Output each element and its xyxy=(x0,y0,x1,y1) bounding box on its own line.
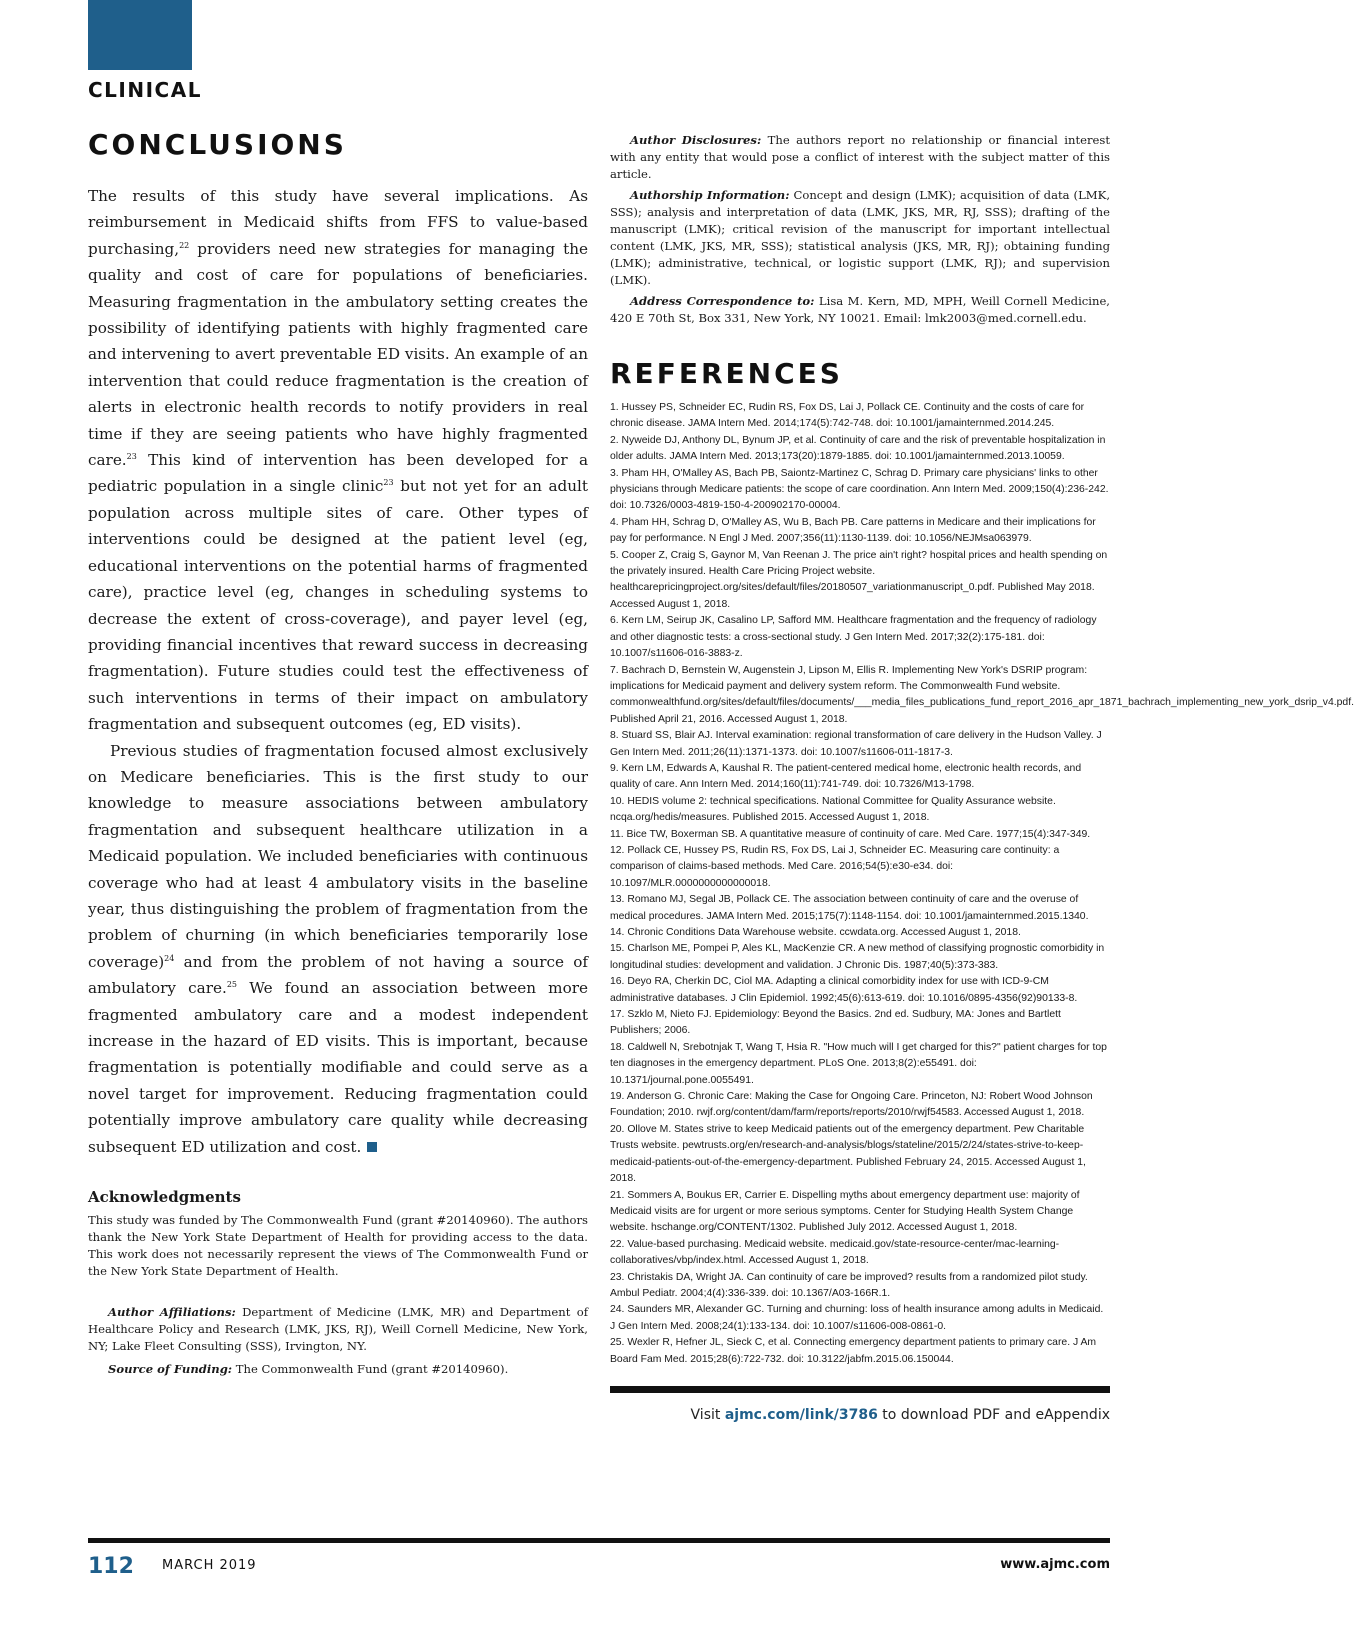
acknowledgments-heading: Acknowledgments xyxy=(88,1188,241,1207)
reference-item: 13. Romano MJ, Segal JB, Pollack CE. The association between continuity of care and the overuse of medical procedures. JAMA Intern Med. 2015;175(7):1148-1154. doi: 10.1001/jamainternmed.2015.1340. xyxy=(610,894,1089,922)
reference-item: 22. Value-based purchasing. Medicaid website. medicaid.gov/state-resource-center/mac-learning-collaboratives/vbp/index.html. Accessed August 1, 2018. xyxy=(610,1238,1060,1267)
journal-url[interactable]: www.ajmc.com xyxy=(1000,1557,1110,1572)
issue-date: MARCH 2019 xyxy=(162,1558,257,1573)
conclusions-paragraph-2 xyxy=(88,738,588,1161)
reference-item: 3. Pham HH, O'Malley AS, Bach PB, Saiontz-Martinez C, Schrag D. Primary care physicians' links to other physicians through Medicare patients: the scope of care coordination. Ann Intern Med. 2009;150(4):236-242. doi: 10.7326/0003-4819-150-4-200902170-00004. xyxy=(610,467,1109,512)
acknowledgments-text: This study was funded by The Commonwealth Fund (grant #20140960). The authors thank the New York State Department of Health for providing access to the data. This work does not necessarily represent the views of The Commonwealth Fund or the New York State Department of Health. xyxy=(88,1213,588,1279)
section-label: CLINICAL xyxy=(88,78,202,102)
reference-item: 17. Szklo M, Nieto FJ. Epidemiology: Beyond the Basics. 2nd ed. Sudbury, MA: Jones and Bartlett Publishers; 2006. xyxy=(610,1009,1061,1037)
reference-list xyxy=(610,400,1354,1368)
reference-item: 23. Christakis DA, Wright JA. Can continuity of care be improved? results from a randomized pilot study. Ambul Pediatr. 2004;4(4):336-339. doi: 10.1367/A03-166R.1. xyxy=(610,1271,1088,1299)
author-affiliations xyxy=(88,1304,588,1355)
disclosures-label: Author Disclosures: xyxy=(630,133,762,147)
reference-item: 8. Stuard SS, Blair AJ. Interval examination: regional transformation of care delivery in the Hudson Valley. J Gen Intern Med. 2011;26(11):1371-1373. doi: 10.1007/s11606-011-1817-3. xyxy=(610,730,1102,758)
correspondence-text: Lisa M. Kern, MD, MPH, Weill Cornell Medicine, 420 E 70th St, Box 331, New York, NY 10021. Email: lmk2003@med.cornell.edu. xyxy=(610,294,1110,325)
right-column xyxy=(610,132,1354,1423)
download-callout xyxy=(610,1407,1110,1423)
visit-prefix: Visit xyxy=(690,1406,725,1423)
authorship-information xyxy=(610,187,1110,289)
text-run: This kind of intervention has been developed for a pediatric population in a single clinic xyxy=(88,451,588,496)
section-color-tab xyxy=(88,0,192,70)
footer-rule xyxy=(88,1538,1110,1543)
authorship-label: Authorship Information: xyxy=(630,188,790,202)
reference-item: 25. Wexler R, Hefner JL, Sieck C, et al. Connecting emergency department patients to primary care. J Am Board Fam Med. 2015;28(6):722-732. doi: 10.3122/jabfm.2015.06.150044. xyxy=(610,1337,1097,1365)
reference-item: 24. Saunders MR, Alexander GC. Turning and churning: loss of health insurance among adults in Medicaid. J Gen Intern Med. 2008;24(1):133-134. doi: 10.1007/s11606-008-0861-0. xyxy=(610,1304,1104,1332)
reference-item: 21. Sommers A, Boukus ER, Carrier E. Dispelling myths about emergency department use: majority of Medicaid visits are for urgent or more serious symptoms. Center for Studying Health System Change website. hschange.org/CONTENT/1302. Published July 2012. Accessed August 1, 2018. xyxy=(610,1189,1080,1234)
reference-item: 7. Bachrach D, Bernstein W, Augenstein J, Lipson M, Ellis R. Implementing New York's DSRIP program: implications for Medicaid payment and delivery system reform. The Commonwealth Fund website. commonwealthfund.org/sites/default/files/documents/___media_files_publications_fund_report_2016_apr_1871_bachrach_implementing_new_york_dsrip_v4.pdf. Published April 21, 2016. Accessed August 1, 2018. xyxy=(610,664,1354,725)
citation-superscript: 22 xyxy=(179,240,190,250)
author-disclosures xyxy=(610,132,1110,183)
reference-item: 16. Deyo RA, Cherkin DC, Ciol MA. Adapting a clinical comorbidity index for use with ICD-9-CM administrative databases. J Clin Epidemiol. 1992;45(6):613-619. doi: 10.1016/0895-4356(92)90133-8. xyxy=(610,976,1078,1004)
citation-superscript: 23 xyxy=(383,478,394,488)
reference-item: 20. Ollove M. States strive to keep Medicaid patients out of the emergency department. Pew Charitable Trusts website. pewtrusts.org/en/research-and-analysis/blogs/stateline/2015/2/24/states-strive-to-keep-medicaid-patients-out-of-the-emergency-department. Published February 24, 2015. Accessed August 1, 2018. xyxy=(610,1123,1086,1185)
address-correspondence xyxy=(610,293,1110,327)
reference-item: 6. Kern LM, Seirup JK, Casalino LP, Safford MM. Healthcare fragmentation and the frequency of radiology and other diagnostic tests: a cross-sectional study. J Gen Intern Med. 2017;32(2):175-181. doi: 10.1007/s11606-016-3883-z. xyxy=(610,615,1097,660)
citation-superscript: 23 xyxy=(126,452,137,461)
references-heading: REFERENCES xyxy=(610,357,843,390)
reference-item: 10. HEDIS volume 2: technical specifications. National Committee for Quality Assurance website. ncqa.org/hedis/measures. Published 2015. Accessed August 1, 2018. xyxy=(610,795,1056,824)
reference-item: 11. Bice TW, Boxerman SB. A quantitative measure of continuity of care. Med Care. 1977;15(4):347-349. xyxy=(610,828,1091,840)
conclusions-paragraph-1 xyxy=(88,183,588,738)
reference-item: 19. Anderson G. Chronic Care: Making the Case for Ongoing Care. Princeton, NJ: Robert Wood Johnson Foundation; 2010. rwjf.org/content/dam/farm/reports/reports/2010/rwjf54583. Accessed August 1, 2018. xyxy=(610,1091,1093,1119)
references-divider xyxy=(610,1386,1110,1393)
funding-label: Source of Funding: xyxy=(108,1362,233,1377)
download-link[interactable]: ajmc.com/link/3786 xyxy=(724,1406,878,1423)
text-run: providers need new strategies for managing the quality and cost of care for populations of beneficiaries. Measuring fragmentation in the ambulatory setting creates the possibility of identifying patients with highly fragmented care and intervening to avert preventable ED visits. An example of an intervention that could reduce fragmentation is the creation of alerts in electronic health records to notify providers in real time if they are seeing patients who have highly fragmented care. xyxy=(88,239,588,470)
reference-item: 12. Pollack CE, Hussey PS, Rudin RS, Fox DS, Lai J, Schneider EC. Measuring care continuity: a comparison of claims-based methods. Med Care. 2016;54(5):e30-e34. doi: 10.1097/MLR.0000000000000018. xyxy=(610,844,1060,889)
reference-item: 18. Caldwell N, Srebotnjak T, Wang T, Hsia R. "How much will I get charged for this?" patient charges for top ten diagnoses in the emergency department. PLoS One. 2013;8(2):e55491. doi: 10.1371/journal.pone.0055491. xyxy=(610,1041,1107,1086)
funding-text: The Commonwealth Fund (grant #20140960). xyxy=(232,1362,509,1377)
text-run: and from the problem of not having a source of ambulatory care. xyxy=(88,952,588,998)
citation-superscript: 25 xyxy=(226,980,237,990)
visit-suffix: to download PDF and eAppendix xyxy=(877,1406,1110,1423)
reference-item: 14. Chronic Conditions Data Warehouse website. ccwdata.org. Accessed August 1, 2018. xyxy=(610,927,1021,938)
left-column xyxy=(88,128,588,1378)
text-run: The results of this study have several implications. As reimbursement in Medicaid shifts from FFS to value-based purchasing, xyxy=(88,187,588,258)
authorship-text: Concept and design (LMK); acquisition of data (LMK, SSS); analysis and interpretation of data (LMK, JKS, MR, RJ, SSS); drafting of the manuscript (LMK); critical revision of the manuscript for important intellectual content (LMK, JKS, MR, SSS); statistical analysis (JKS, MR, RJ); obtaining funding (LMK); administrative, technical, or logistic support (LMK, RJ); and supervision (LMK). xyxy=(610,188,1111,287)
source-of-funding xyxy=(88,1361,588,1378)
end-of-article-square-icon xyxy=(367,1142,377,1152)
reference-item: 15. Charlson ME, Pompei P, Ales KL, MacKenzie CR. A new method of classifying prognostic comorbidity in longitudinal studies: development and validation. J Chronic Dis. 1987;40(5):373-383. xyxy=(610,943,1105,971)
page-number: 112 xyxy=(88,1554,134,1579)
disclosures-text: The authors report no relationship or financial interest with any entity that would pose a conflict of interest with the subject matter of this article. xyxy=(610,133,1110,181)
reference-item: 4. Pham HH, Schrag D, O'Malley AS, Wu B, Bach PB. Care patterns in Medicare and their implications for pay for performance. N Engl J Med. 2007;356(11):1130-1139. doi: 10.1056/NEJMsa063979. xyxy=(610,516,1096,545)
reference-item: 2. Nyweide DJ, Anthony DL, Bynum JP, et al. Continuity of care and the risk of preventable hospitalization in older adults. JAMA Intern Med. 2013;173(20):1879-1885. doi: 10.1001/jamainternmed.2013.10059. xyxy=(610,434,1106,463)
reference-item: 5. Cooper Z, Craig S, Gaynor M, Van Reenan J. The price ain't right? hospital prices and health spending on the privately insured. Health Care Pricing Project website. healthcarepricingproject.org/sites/default/files/20180507_variationmanuscript_0.pdf. Published May 2018. Accessed August 1, 2018. xyxy=(610,549,1108,610)
text-run: Previous studies of fragmentation focused almost exclusively on Medicare beneficiaries. This is the first study to our knowledge to measure associations between ambulatory fragmentation and subsequent healthcare utilization in a Medicaid population. We included beneficiaries with continuous coverage who had at least 4 ambulatory visits in the baseline year, thus distinguishing the problem of fragmentation from the problem of churning (in which beneficiaries temporarily lose coverage) xyxy=(88,741,588,971)
text-run: We found an association between more fragmented ambulatory care and a modest independent increase in the hazard of ED visits. This is important, because fragmentation is potentially modifiable and could serve as a novel target for improvement. Reducing fragmentation could potentially improve ambulatory care quality while decreasing subsequent ED utilization and cost. xyxy=(88,979,588,1156)
conclusions-heading: CONCLUSIONS xyxy=(88,128,347,161)
affiliations-text: Department of Medicine (LMK, MR) and Department of Healthcare Policy and Research (LMK, JKS, RJ), Weill Cornell Medicine, New York, NY; Lake Fleet Consulting (SSS), Irvington, NY. xyxy=(88,1305,588,1354)
reference-item: 9. Kern LM, Edwards A, Kaushal R. The patient-centered medical home, electronic health records, and quality of care. Ann Intern Med. 2014;160(11):741-749. doi: 10.7326/M13-1798. xyxy=(610,762,1082,791)
citation-superscript: 24 xyxy=(164,953,175,963)
correspondence-label: Address Correspondence to: xyxy=(630,294,815,308)
text-run: but not yet for an adult population across multiple sites of care. Other types of interventions could be designed at the patient level (eg, educational interventions on the potential harms of fragmented care), practice level (eg, changes in scheduling systems to decrease the extent of cross-coverage), and payer level (eg, providing financial incentives that reward success in decreasing fragmentation). Future studies could test the effectiveness of such interventions in terms of their impact on ambulatory fragmentation and subsequent outcomes (eg, ED visits). xyxy=(88,477,589,734)
affiliations-label: Author Affiliations: xyxy=(108,1305,236,1320)
reference-item: 1. Hussey PS, Schneider EC, Rudin RS, Fox DS, Lai J, Pollack CE. Continuity and the costs of care for chronic disease. JAMA Intern Med. 2014;174(5):742-748. doi: 10.1001/jamainternmed.2014.245. xyxy=(610,402,1085,430)
